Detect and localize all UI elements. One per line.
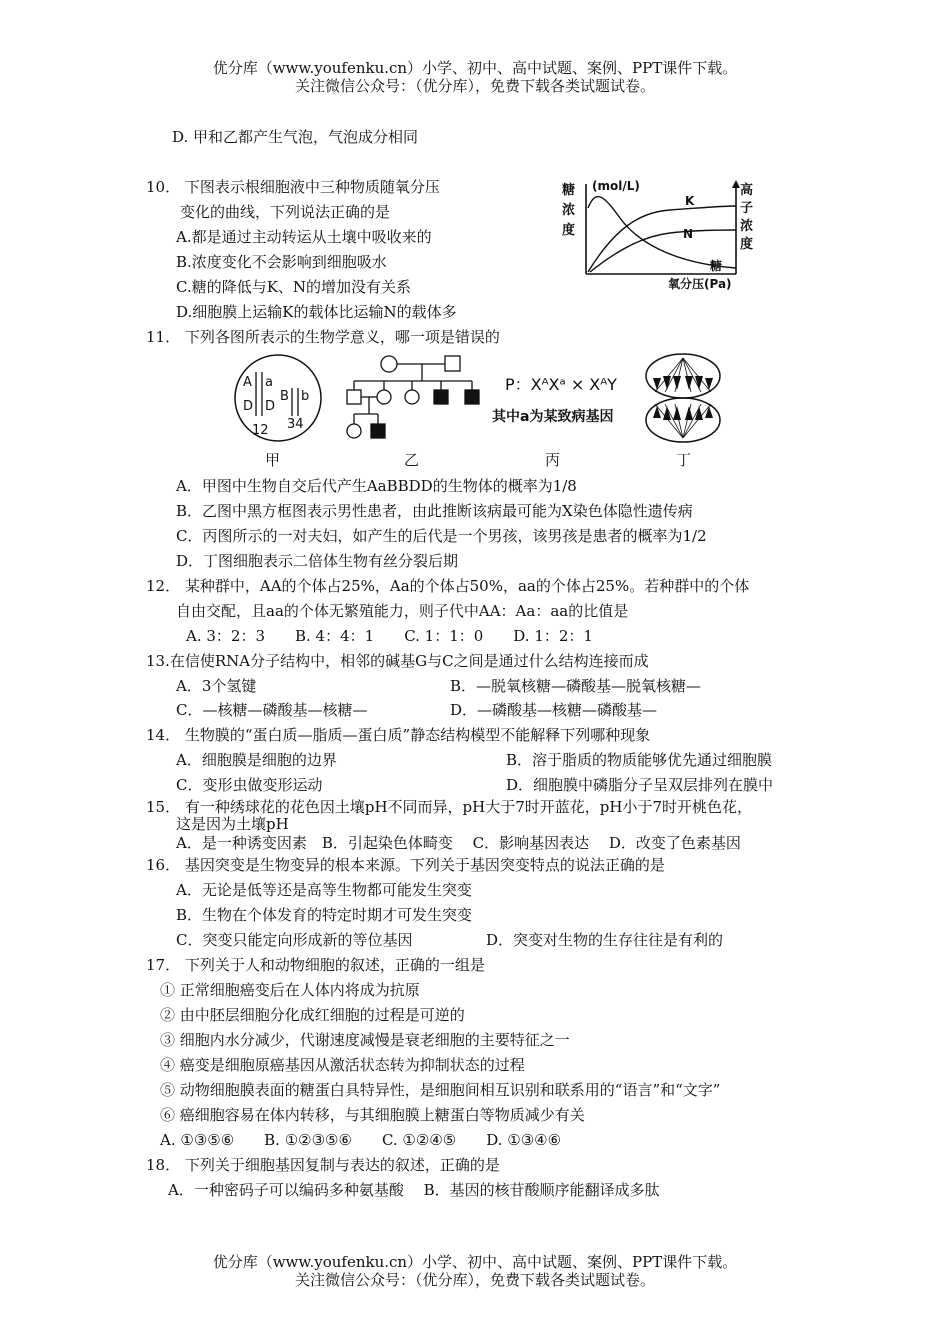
q13-option-b: B．—脱氧核糖—磷酸基—脱氧核糖— [450,677,702,695]
q10-option-d: D.细胞膜上运输K的载体比运输N的载体多 [176,303,457,321]
q14-option-d: D．细胞膜中磷脂分子呈双层排列在膜中 [506,776,774,794]
graph-y-right-label-2: 子 [740,201,754,216]
q9-option-d: D. 甲和乙都产生气泡，气泡成分相同 [172,128,419,146]
q17-statement-4: ④ 癌变是细胞原癌基因从激活状态转为抑制状态的过程 [160,1056,525,1074]
pedigree-affected-male [371,424,385,438]
page-header-line-2: 关注微信公众号：（优分库），免费下载各类试题试卷。 [294,77,655,95]
q18-options: A．一种密码子可以编码多种氨基酸 B．基因的核苷酸顺序能翻译成多肽 [168,1181,660,1199]
q14-option-a: A．细胞膜是细胞的边界 [176,751,337,769]
q16-option-c: C．突变只能定向形成新的等位基因 [176,931,413,949]
graph-y-right-label-1: 高 [740,183,754,198]
oxygen-concentration-graph [560,178,790,292]
q13-option-c: C．—核糖—磷酸基—核糖— [176,701,368,719]
chromosome-number-34: 34 [287,417,304,432]
gene-D-label-left: D [243,399,254,414]
q11-option-c: C．丙图所示的一对夫妇，如产生的后代是一个男孩，该男孩是患者的概率为1/2 [176,527,707,545]
caption-bing: 丙 [545,451,561,469]
q10-option-a: A.都是通过主动转运从土壤中吸收来的 [176,228,432,246]
q13-option-a: A．3个氢键 [176,677,257,695]
caption-jia: 甲 [265,451,281,469]
q12-stem-line-2: 自由交配，且aa的个体无繁殖能力，则子代中AA：Aa：aa的比值是 [176,602,629,620]
curve-sugar-label: 糖 [710,259,723,273]
q14-stem: 14． 生物膜的“蛋白质—脂质—蛋白质”静态结构模型不能解释下列哪种现象 [146,726,651,744]
gene-a-label: a [265,375,273,390]
q11-option-d: D．丁图细胞表示二倍体生物有丝分裂后期 [176,552,459,570]
figure-jia-cell [232,352,324,444]
q16-option-d: D．突变对生物的生存往往是有利的 [486,931,724,949]
graph-y-right-label-3: 浓 [740,219,754,234]
gene-B-label: B [280,389,289,404]
q16-option-b: B．生物在个体发育的特定时期才可发生突变 [176,906,473,924]
q15-options: A．是一种诱变因素 B．引起染色体畸变 C．影响基因表达 D．改变了色素基因 [176,834,741,852]
q12-options: A. 3：2：3 B. 4：4：1 C. 1：1：0 D. 1：2：1 [186,627,593,645]
q15-stem-line-2: 这是因为土壤pH [176,815,289,833]
page-footer-line-1: 优分库（www.youfenku.cn）小学、初中、高中试题、案例、PPT课件下载。 [212,1253,738,1271]
graph-unit-label: (mol/L) [592,179,640,193]
graph-arrow-icon [732,180,740,188]
curve-k-label: K [685,194,695,208]
q17-statement-2: ② 由中胚层细胞分化成红细胞的过程是可逆的 [160,1006,465,1024]
q14-option-b: B．溶于脂质的物质能够优先通过细胞膜 [506,751,773,769]
q17-statement-6: ⑥ 癌细胞容易在体内转移，与其细胞膜上糖蛋白等物质减少有关 [160,1106,585,1124]
figure-ding-cell [643,352,723,444]
graph-x-label: 氧分压(Pa) [668,277,732,291]
gene-D-label-right: D [265,399,276,414]
q17-statement-3: ③ 细胞内水分减少，代谢速度减慢是衰老细胞的主要特征之一 [160,1031,570,1049]
q11-option-a: A．甲图中生物自交后代产生AaBBDD的生物体的概率为1/8 [176,477,577,495]
pedigree-affected-male [465,390,479,404]
chromosome-number-12: 12 [252,423,269,438]
q17-statement-1: ① 正常细胞癌变后在人体内将成为抗原 [160,981,420,999]
graph-y-left-label-2: 浓 [562,203,576,218]
curve-n-label: N [683,227,694,241]
q17-options: A. ①③⑤⑥ B. ①②③⑤⑥ C. ①②④⑤ D. ①③④⑥ [160,1131,562,1149]
q10-stem-line-1: 10． 下图表示根细胞液中三种物质随氧分压 [146,178,440,196]
page-header-line-1: 优分库（www.youfenku.cn）小学、初中、高中试题、案例、PPT课件下载。 [212,59,738,77]
gene-A-label: A [243,375,252,390]
q17-stem: 17． 下列关于人和动物细胞的叙述，正确的一组是 [146,956,485,974]
q17-statement-5: ⑤ 动物细胞膜表面的糖蛋白具特异性，是细胞间相互识别和联系用的“语言”和“文字” [160,1081,721,1099]
figure-yi-pedigree [340,350,485,445]
q11-stem: 11． 下列各图所表示的生物学意义，哪一项是错误的 [146,328,500,346]
figure-bing-cross: P：XᴬXᵃ × XᴬY [505,375,617,394]
q15-stem-line-1: 15． 有一种绣球花的花色因土壤pH不同而异，pH大于7时开蓝花，pH小于7时开桃色花， [146,798,752,816]
gene-b-label: b [301,389,310,404]
pedigree-normal-male [347,390,361,404]
graph-y-right-label-4: 度 [740,237,754,252]
q13-option-d: D．—磷酸基—核糖—磷酸基— [450,701,658,719]
q12-stem-line-1: 12． 某种群中，AA的个体占25%，Aa的个体占50%，aa的个体占25%。若种群中的个体 [146,577,750,595]
caption-yi: 乙 [404,451,420,469]
q18-stem: 18． 下列关于细胞基因复制与表达的叙述，正确的是 [146,1156,500,1174]
figure-bing-note: 其中a为某致病基因 [492,409,614,425]
caption-ding: 丁 [676,451,692,469]
page-footer-line-2: 关注微信公众号：（优分库），免费下载各类试题试卷。 [294,1271,655,1289]
q10-stem-line-2: 变化的曲线，下列说法正确的是 [180,203,391,221]
pedigree-affected-male [434,390,448,404]
graph-y-left-label-1: 糖 [562,183,576,198]
q14-option-c: C．变形虫做变形运动 [176,776,323,794]
q10-option-b: B.浓度变化不会影响到细胞吸水 [176,253,387,271]
q16-option-a: A．无论是低等还是高等生物都可能发生突变 [176,881,472,899]
graph-y-left-label-3: 度 [562,223,576,238]
q11-option-b: B．乙图中黑方框图表示男性患者，由此推断该病最可能为X染色体隐性遗传病 [176,502,693,520]
q10-option-c: C.糖的降低与K、N的增加没有关系 [176,278,412,296]
q16-stem: 16． 基因突变是生物变异的根本来源。下列关于基因突变特点的说法正确的是 [146,856,665,874]
q13-stem: 13.在信使RNA分子结构中，相邻的碱基G与C之间是通过什么结构连接而成 [146,652,649,670]
